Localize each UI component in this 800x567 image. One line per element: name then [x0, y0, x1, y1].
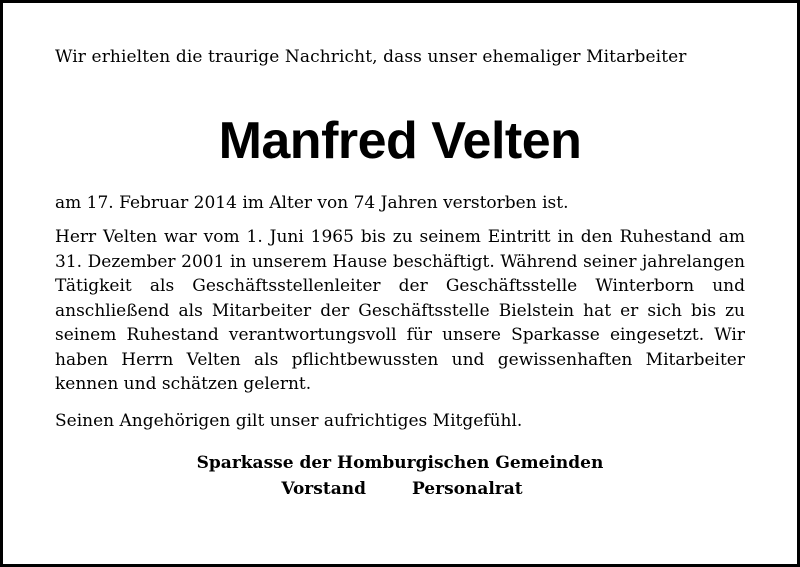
signature-staff-council: Personalrat: [411, 478, 523, 499]
deceased-name: Manfred Velten: [218, 112, 582, 170]
signature-board: Vorstand: [281, 478, 366, 499]
signature-row: [55, 476, 745, 502]
death-date-text: am 17. Februar 2014 im Alter von 74 Jahren verstorben ist.: [55, 193, 569, 213]
career-text: Herr Velten war vom 1. Juni 1965 bis zu seinem Eintritt in den Ruhestand am 31. Dezember 2001 in unserem Hause beschäftigt. Während seiner jahrelangen Tätigkeit als Geschäftsstellenleiter der Geschäftsstelle Winterborn und anschließend als Mitarbeiter der Geschäftsstelle Bielstein hat er sich bis zu seinem Ruhestand verantwortungsvoll für unsere Sparkasse eingesetzt. Wir haben Herrn Velten als pflichtbewussten und gewissenhaften Mitarbeiter kennen und schätzen gelernt.: [55, 227, 745, 394]
intro-text: Wir erhielten die traurige Nachricht, dass unser ehemaliger Mitarbeiter: [55, 47, 687, 67]
signature-organization: Sparkasse der Homburgischen Gemeinden: [196, 452, 604, 473]
condolence-text: Seinen Angehörigen gilt unser aufrichtiges Mitgefühl.: [55, 410, 523, 431]
signature-block: [55, 450, 745, 502]
